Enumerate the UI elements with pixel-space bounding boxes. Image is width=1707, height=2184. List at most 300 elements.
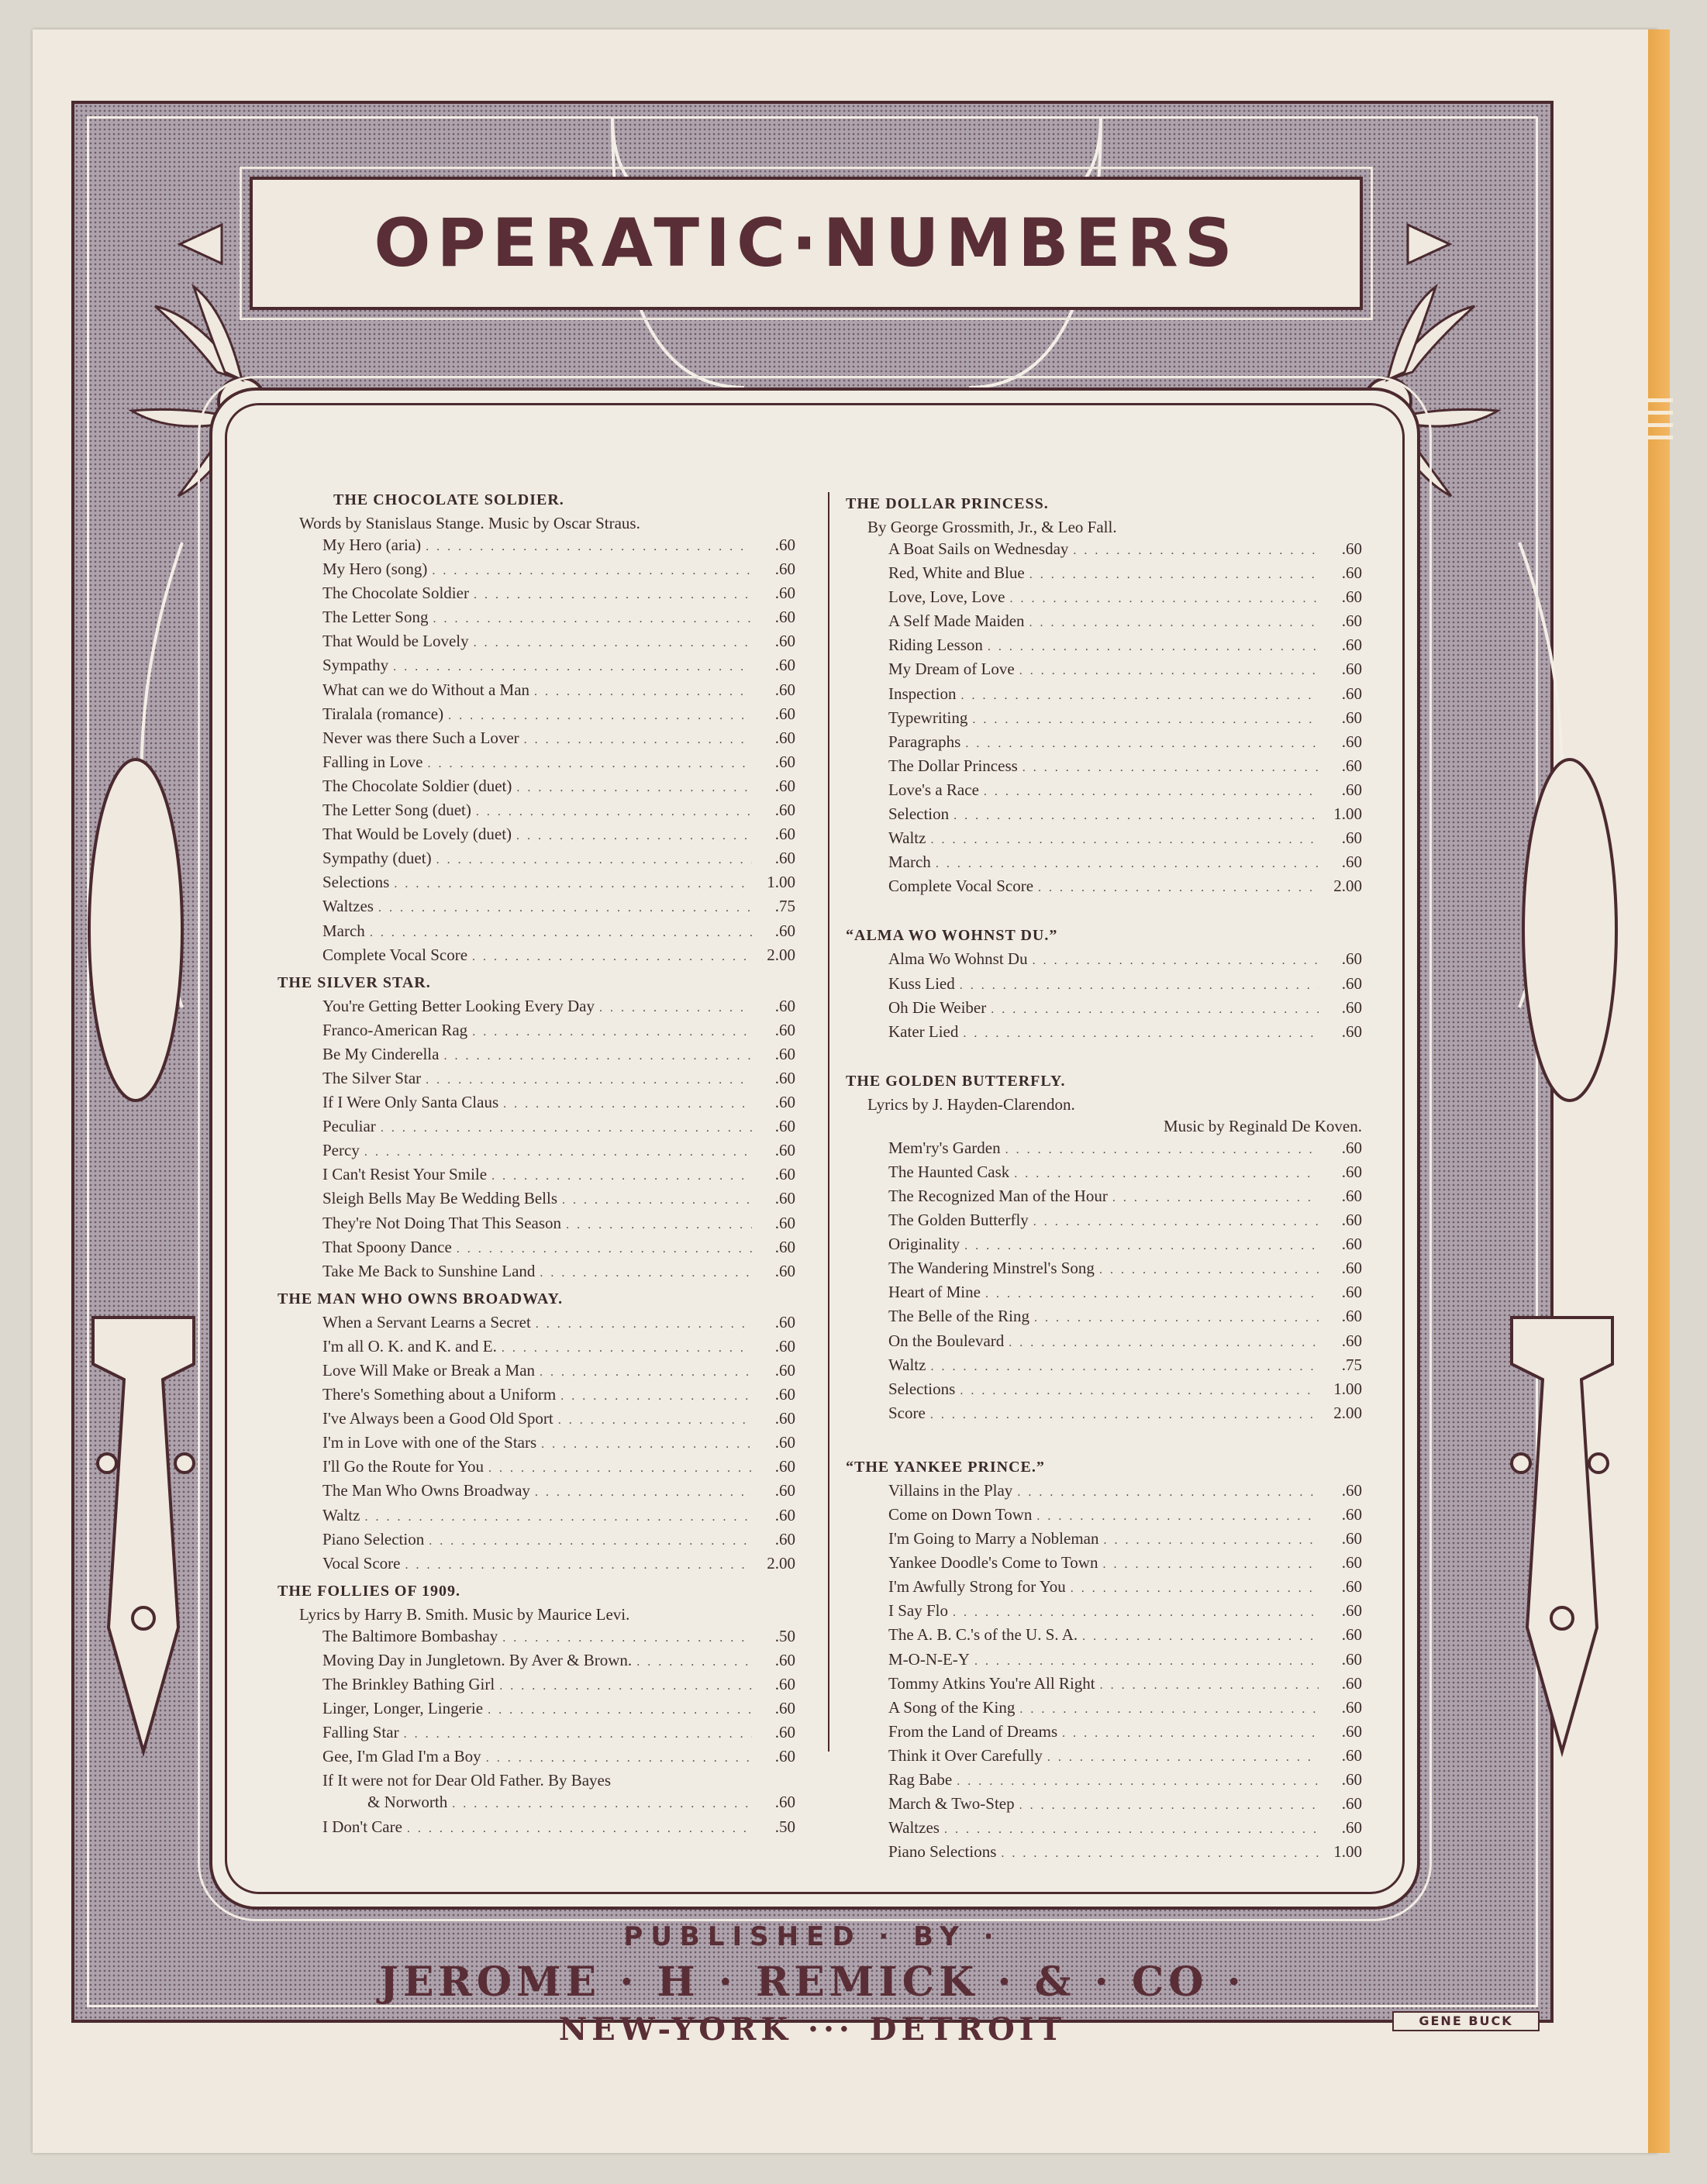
catalog-entry: [846, 1528, 1362, 1552]
catalog-entry: [846, 1624, 1362, 1648]
catalog-entry: [846, 1209, 1362, 1233]
song-title: Peculiar: [322, 1117, 376, 1136]
catalog-entry: [846, 755, 1362, 779]
song-title: The Letter Song: [322, 608, 429, 627]
published-by: PUBLISHED · BY ·: [623, 1921, 1002, 1952]
song-title: Selections: [322, 873, 390, 892]
catalog-entry: [278, 1335, 795, 1359]
catalog-entry: [846, 1378, 1362, 1402]
song-price: .60: [1341, 1553, 1362, 1573]
dot-leader: [1103, 1530, 1319, 1552]
song-price: .60: [1341, 587, 1362, 607]
catalog-entry: [278, 1163, 795, 1187]
catalog-entry: [846, 1769, 1362, 1793]
song-price: 1.00: [1333, 1842, 1362, 1862]
catalog-entry: [278, 1480, 795, 1504]
song-title: Mem'ry's Garden: [888, 1138, 1001, 1157]
song-title: Moving Day in Jungletown. By Aver & Brown.: [322, 1650, 633, 1669]
dot-leader: [433, 608, 752, 630]
dot-leader: [1005, 1139, 1319, 1161]
song-price: .60: [774, 1213, 795, 1232]
song-price: .60: [1341, 1601, 1362, 1621]
catalog-entry: [846, 973, 1362, 997]
dot-leader: [960, 1380, 1319, 1402]
dot-leader: [534, 681, 752, 703]
song-price: .60: [1341, 1794, 1362, 1814]
song-title: When a Servant Learns a Secret: [322, 1312, 531, 1331]
song-price: 2.00: [1333, 877, 1362, 896]
song-title: Alma Wo Wohnst Du: [888, 949, 1028, 969]
dot-leader: [930, 829, 1319, 851]
catalog-entry: [278, 1212, 795, 1236]
dot-leader: [960, 975, 1319, 997]
page-title: OPERATIC·NUMBERS: [374, 205, 1239, 282]
dot-leader: [957, 1771, 1319, 1793]
dot-leader: [984, 781, 1319, 803]
dot-leader: [953, 1602, 1319, 1624]
song-title: Tiralala (romance): [322, 704, 444, 723]
song-title: Piano Selections: [888, 1842, 997, 1862]
song-title: I'm Awfully Strong for You: [888, 1577, 1066, 1597]
song-title-cont: & Norworth: [367, 1793, 448, 1812]
dot-leader: [502, 1628, 752, 1649]
show-title: THE FOLLIES OF 1909.: [278, 1582, 460, 1600]
song-price: .60: [774, 1044, 795, 1063]
song-title: Oh Die Weiber: [888, 997, 987, 1017]
dot-leader: [488, 1700, 752, 1721]
song-price: .60: [774, 1361, 795, 1380]
dot-leader: [963, 1023, 1319, 1045]
song-title: Heart of Mine: [888, 1283, 981, 1302]
show-title: THE GOLDEN BUTTERFLY.: [846, 1072, 1066, 1090]
song-title: Come on Down Town: [888, 1505, 1033, 1524]
catalog-entry: [278, 1383, 795, 1407]
song-title: I Can't Resist Your Smile: [322, 1165, 488, 1184]
catalog-entry-multiline: [278, 1769, 795, 1815]
catalog-entry: [846, 586, 1362, 610]
show-credit: By George Grossmith, Jr., & Leo Fall.: [867, 518, 1117, 536]
catalog-entry: [846, 1721, 1362, 1745]
catalog-entry: [278, 751, 795, 775]
song-title: I Don't Care: [322, 1817, 402, 1836]
left-rivet: [133, 1607, 154, 1629]
song-price: .60: [1341, 1697, 1362, 1717]
catalog-entry: [846, 1257, 1362, 1281]
song-price: .60: [774, 1385, 795, 1404]
dot-leader: [536, 1314, 752, 1335]
dot-leader: [1033, 950, 1319, 972]
song-title: What can we do Without a Man: [322, 680, 530, 699]
song-price: .60: [774, 1675, 795, 1694]
catalog-entry: [278, 1311, 795, 1335]
song-title: I'll Go the Route for You: [322, 1457, 484, 1476]
left-rivet: [175, 1454, 194, 1473]
song-price: .60: [1341, 1721, 1362, 1741]
dot-leader: [516, 825, 752, 847]
song-title: The Haunted Cask: [888, 1162, 1010, 1181]
right-pendant: [1512, 1318, 1612, 1752]
song-price: .60: [774, 996, 795, 1015]
show-title: THE SILVER STAR.: [278, 973, 431, 991]
dot-leader: [503, 1094, 752, 1115]
dot-leader: [393, 656, 752, 678]
song-title: That Would be Lovely: [322, 632, 469, 651]
song-price: .60: [1341, 1021, 1362, 1041]
song-title: The Wandering Minstrel's Song: [888, 1259, 1095, 1278]
song-title: Complete Vocal Score: [888, 877, 1034, 896]
dot-leader: [1033, 1211, 1319, 1233]
song-title: Waltzes: [888, 1818, 940, 1838]
song-price: .60: [774, 1165, 795, 1184]
song-price: .60: [774, 1020, 795, 1039]
show-section: [846, 925, 1362, 1044]
catalog-entry: [278, 654, 795, 678]
song-title: Vocal Score: [322, 1553, 401, 1573]
catalog-entry: [278, 1431, 795, 1455]
song-title: Linger, Longer, Lingerie: [322, 1699, 484, 1718]
song-title: Take Me Back to Sunshine Land: [322, 1261, 536, 1280]
song-price: .75: [1341, 1355, 1362, 1374]
song-price: .60: [1341, 1331, 1362, 1350]
dot-leader: [1034, 1307, 1319, 1329]
dot-leader: [960, 685, 1319, 707]
catalog-entry: [278, 1139, 795, 1163]
catalog-entry: [846, 1600, 1362, 1624]
title-banner: [250, 177, 1363, 310]
song-title: A Self Made Maiden: [888, 611, 1025, 631]
song-title: My Dream of Love: [888, 660, 1015, 679]
dot-leader: [1019, 660, 1319, 682]
catalog-entry: [278, 1649, 795, 1673]
dot-leader: [1029, 564, 1319, 586]
song-price: 1.00: [1333, 1379, 1362, 1398]
song-title: Falling Star: [322, 1723, 399, 1742]
dot-leader: [381, 1118, 752, 1139]
song-price: .75: [774, 897, 795, 916]
song-price: 2.00: [767, 945, 795, 964]
song-title: Kuss Lied: [888, 973, 955, 993]
dot-leader: [930, 1404, 1319, 1426]
song-title: If It were not for Dear Old Father. By Bayes: [322, 1771, 612, 1790]
show-title: THE MAN WHO OWNS BROADWAY.: [278, 1290, 564, 1307]
song-price: .60: [1341, 732, 1362, 751]
song-price: .60: [1341, 1745, 1362, 1765]
song-title: Think it Over Carefully: [888, 1745, 1043, 1765]
song-price: .60: [774, 1093, 795, 1112]
left-rivet: [98, 1454, 116, 1473]
song-title: Inspection: [888, 684, 957, 703]
dot-leader: [636, 1652, 752, 1673]
song-title: Waltz: [322, 1505, 360, 1524]
song-title: Love Will Make or Break a Man: [322, 1361, 536, 1380]
song-price: .60: [1341, 1818, 1362, 1838]
song-title: That Spoony Dance: [322, 1237, 452, 1256]
publisher-cities: NEW-YORK ··· DETROIT: [558, 2011, 1067, 2048]
catalog-entry: [846, 1281, 1362, 1305]
song-price: .60: [1341, 828, 1362, 848]
song-title: There's Something about a Uniform: [322, 1385, 557, 1404]
catalog-entry: [278, 1697, 795, 1721]
dot-leader: [541, 1434, 752, 1455]
song-title: Sympathy: [322, 656, 389, 675]
song-title: Yankee Doodle's Come to Town: [888, 1553, 1098, 1573]
catalog-entry: [278, 1260, 795, 1284]
song-price: .60: [774, 704, 795, 723]
catalog-entry: [846, 562, 1362, 586]
song-price: .60: [774, 1457, 795, 1476]
song-title: Kater Lied: [888, 1021, 959, 1041]
catalog-entry: [846, 1552, 1362, 1576]
song-price: .60: [1341, 853, 1362, 872]
song-price: 1.00: [1333, 804, 1362, 824]
dot-leader: [1038, 877, 1319, 899]
song-price: .60: [774, 1189, 795, 1208]
song-price: .60: [1341, 563, 1362, 583]
song-price: .60: [1341, 1529, 1362, 1548]
song-title: The Man Who Owns Broadway: [322, 1481, 530, 1500]
catalog-entry: [278, 1625, 795, 1649]
show-credit: Words by Stanislaus Stange. Music by Oscar Straus.: [299, 514, 640, 532]
song-price: .60: [1341, 1307, 1362, 1326]
song-price: .60: [774, 1529, 795, 1548]
catalog-entry: [278, 1067, 795, 1091]
song-price: .60: [1341, 1505, 1362, 1524]
song-price: .60: [774, 1409, 795, 1428]
left-column: [278, 490, 795, 1840]
catalog-entry: [278, 1816, 795, 1840]
song-title: Percy: [322, 1141, 360, 1160]
catalog-entry: [278, 775, 795, 799]
catalog-entry: [278, 1455, 795, 1480]
catalog-entry: [846, 997, 1362, 1021]
song-price: .60: [774, 1141, 795, 1160]
song-title: Franco-American Rag: [322, 1020, 468, 1039]
left-oval: [89, 760, 182, 1101]
dot-leader: [474, 584, 752, 606]
show-section: [278, 973, 795, 1284]
song-price: .60: [774, 1505, 795, 1524]
catalog-entry: [846, 610, 1362, 634]
song-price: .60: [774, 680, 795, 699]
song-title: March: [322, 921, 365, 940]
song-price: .60: [774, 656, 795, 675]
song-price: .60: [774, 1117, 795, 1136]
song-title: I'm all O. K. and K. and E.: [322, 1336, 497, 1356]
dot-leader: [405, 1555, 753, 1576]
catalog-entry: [846, 827, 1362, 851]
dot-leader: [364, 1142, 752, 1163]
dot-leader: [930, 1356, 1319, 1378]
dot-leader: [985, 1283, 1319, 1305]
catalog-entry: [846, 634, 1362, 658]
song-price: .60: [1341, 539, 1362, 558]
song-title: I've Always been a Good Old Sport: [322, 1409, 553, 1428]
catalog-entry: [846, 875, 1362, 899]
song-title: The Recognized Man of the Hour: [888, 1186, 1108, 1205]
song-price: .60: [774, 752, 795, 771]
show-title: THE CHOCOLATE SOLDIER.: [333, 491, 564, 508]
show-section: [278, 1289, 795, 1576]
dot-leader: [404, 1724, 752, 1745]
song-title: That Would be Lovely (duet): [322, 825, 512, 844]
catalog-entry: [278, 1019, 795, 1043]
dot-leader: [936, 853, 1319, 875]
catalog-entry: [846, 1354, 1362, 1378]
song-price: .60: [774, 1261, 795, 1280]
dot-leader: [1009, 1332, 1319, 1354]
song-price: .60: [774, 536, 795, 554]
song-price: .60: [774, 921, 795, 940]
catalog-entry: [278, 703, 795, 727]
dot-leader: [476, 801, 752, 823]
dot-leader: [502, 1338, 752, 1359]
dot-leader: [378, 897, 752, 919]
song-title: March: [888, 853, 931, 872]
dot-leader: [432, 560, 752, 582]
catalog-entry: [846, 1648, 1362, 1672]
dot-leader: [964, 1235, 1319, 1257]
song-price: .60: [774, 728, 795, 747]
dot-leader: [1082, 1626, 1319, 1648]
song-price: .60: [1341, 1770, 1362, 1790]
song-title: The Dollar Princess: [888, 756, 1018, 775]
catalog-entry: [278, 1528, 795, 1552]
catalog-entry: [278, 944, 795, 968]
song-title: My Hero (aria): [322, 536, 422, 554]
right-rivet: [1551, 1607, 1573, 1629]
dot-leader: [1102, 1554, 1319, 1576]
catalog-entry: [846, 779, 1362, 803]
song-title: Waltz: [888, 828, 926, 848]
song-price: .60: [774, 825, 795, 844]
show-section: [846, 1071, 1362, 1426]
song-price: .60: [774, 1068, 795, 1087]
dot-leader: [1062, 1723, 1319, 1745]
catalog-entry: [846, 1185, 1362, 1209]
song-title: They're Not Doing That This Season: [322, 1213, 562, 1232]
catalog-entry: [278, 895, 795, 919]
song-price: .60: [774, 1312, 795, 1331]
catalog-entry: [278, 847, 795, 871]
song-title: Score: [888, 1403, 926, 1422]
song-title: Falling in Love: [322, 752, 423, 771]
song-title: The Chocolate Soldier: [322, 584, 469, 603]
song-price: .60: [1341, 780, 1362, 799]
dot-leader: [560, 1386, 752, 1407]
catalog-entry: [278, 1043, 795, 1067]
catalog-entry: [278, 1236, 795, 1260]
song-price: .60: [1341, 1259, 1362, 1278]
dot-leader: [426, 1070, 752, 1091]
song-title: Villains in the Play: [888, 1480, 1013, 1500]
song-title: A Song of the King: [888, 1697, 1016, 1717]
show-title: “THE YANKEE PRINCE.”: [846, 1458, 1045, 1476]
dot-leader: [472, 946, 752, 968]
show-credit: Lyrics by Harry B. Smith. Music by Maurice Levi.: [299, 1604, 630, 1624]
catalog-entry: [846, 1672, 1362, 1697]
song-title: The Letter Song (duet): [322, 801, 471, 820]
dot-leader: [540, 1362, 752, 1383]
song-title: The Chocolate Soldier (duet): [322, 776, 512, 795]
catalog-entry: [278, 799, 795, 823]
catalog-entry: [278, 1187, 795, 1211]
right-rivet: [1512, 1454, 1530, 1473]
song-price: .60: [774, 632, 795, 651]
song-title: Riding Lesson: [888, 636, 983, 655]
dot-leader: [516, 777, 752, 799]
dot-leader: [524, 729, 752, 751]
right-column: [846, 494, 1362, 1865]
song-price: .60: [1341, 611, 1362, 631]
dot-leader: [1001, 1843, 1319, 1865]
banner-point-right: [1408, 225, 1450, 264]
song-title: The Brinkley Bathing Girl: [322, 1675, 495, 1694]
catalog-entry: [846, 948, 1362, 972]
catalog-entry: [278, 823, 795, 847]
song-price: .60: [1341, 708, 1362, 727]
song-price: .60: [1341, 660, 1362, 679]
song-title: Piano Selection: [322, 1529, 425, 1548]
song-price: .50: [774, 1817, 795, 1836]
dot-leader: [1009, 588, 1319, 610]
catalog-entry: [846, 731, 1362, 755]
dot-leader: [558, 1410, 752, 1431]
song-price: .60: [1341, 1649, 1362, 1669]
catalog-entry: [846, 683, 1362, 707]
dot-leader: [1029, 612, 1319, 634]
artist-signature: GENE BUCK: [1392, 2011, 1540, 2031]
dot-leader: [599, 997, 752, 1019]
catalog-entry: [846, 851, 1362, 875]
catalog-entry: [278, 1552, 795, 1576]
catalog-entry: [846, 1480, 1362, 1504]
song-title: My Hero (song): [322, 560, 428, 579]
song-price: .60: [774, 584, 795, 603]
dot-leader: [474, 632, 752, 654]
song-price: .60: [1341, 756, 1362, 775]
song-title: Originality: [888, 1235, 960, 1254]
catalog-entry: [278, 1407, 795, 1431]
catalog-entry: [846, 1504, 1362, 1528]
dot-leader: [1073, 540, 1319, 562]
dot-leader: [1036, 1506, 1319, 1528]
dot-leader: [499, 1676, 752, 1697]
song-price: .60: [1341, 1235, 1362, 1254]
catalog-entry: [846, 1576, 1362, 1600]
song-title: M-O-N-E-Y: [888, 1649, 970, 1669]
song-title: On the Boulevard: [888, 1331, 1005, 1350]
dot-leader: [1022, 757, 1319, 779]
song-title: Gee, I'm Glad I'm a Boy: [322, 1747, 481, 1766]
catalog-entry: [278, 1091, 795, 1115]
song-price: .60: [1341, 1138, 1362, 1157]
catalog-entry: [846, 1817, 1362, 1841]
catalog-entry: [278, 534, 795, 558]
song-price: .60: [774, 1336, 795, 1356]
dot-leader: [974, 1651, 1319, 1672]
song-price: 2.00: [767, 1553, 795, 1573]
dot-leader: [954, 805, 1319, 827]
song-title: I'm in Love with one of the Stars: [322, 1433, 537, 1452]
publisher-footer: [71, 1914, 1554, 2051]
song-title: Selections: [888, 1379, 956, 1398]
catalog-entry: [846, 803, 1362, 827]
column-divider: [828, 492, 829, 1752]
show-section: [278, 1581, 795, 1840]
catalog-entry: [278, 1504, 795, 1528]
dot-leader: [491, 1166, 752, 1187]
song-price: .60: [774, 560, 795, 579]
